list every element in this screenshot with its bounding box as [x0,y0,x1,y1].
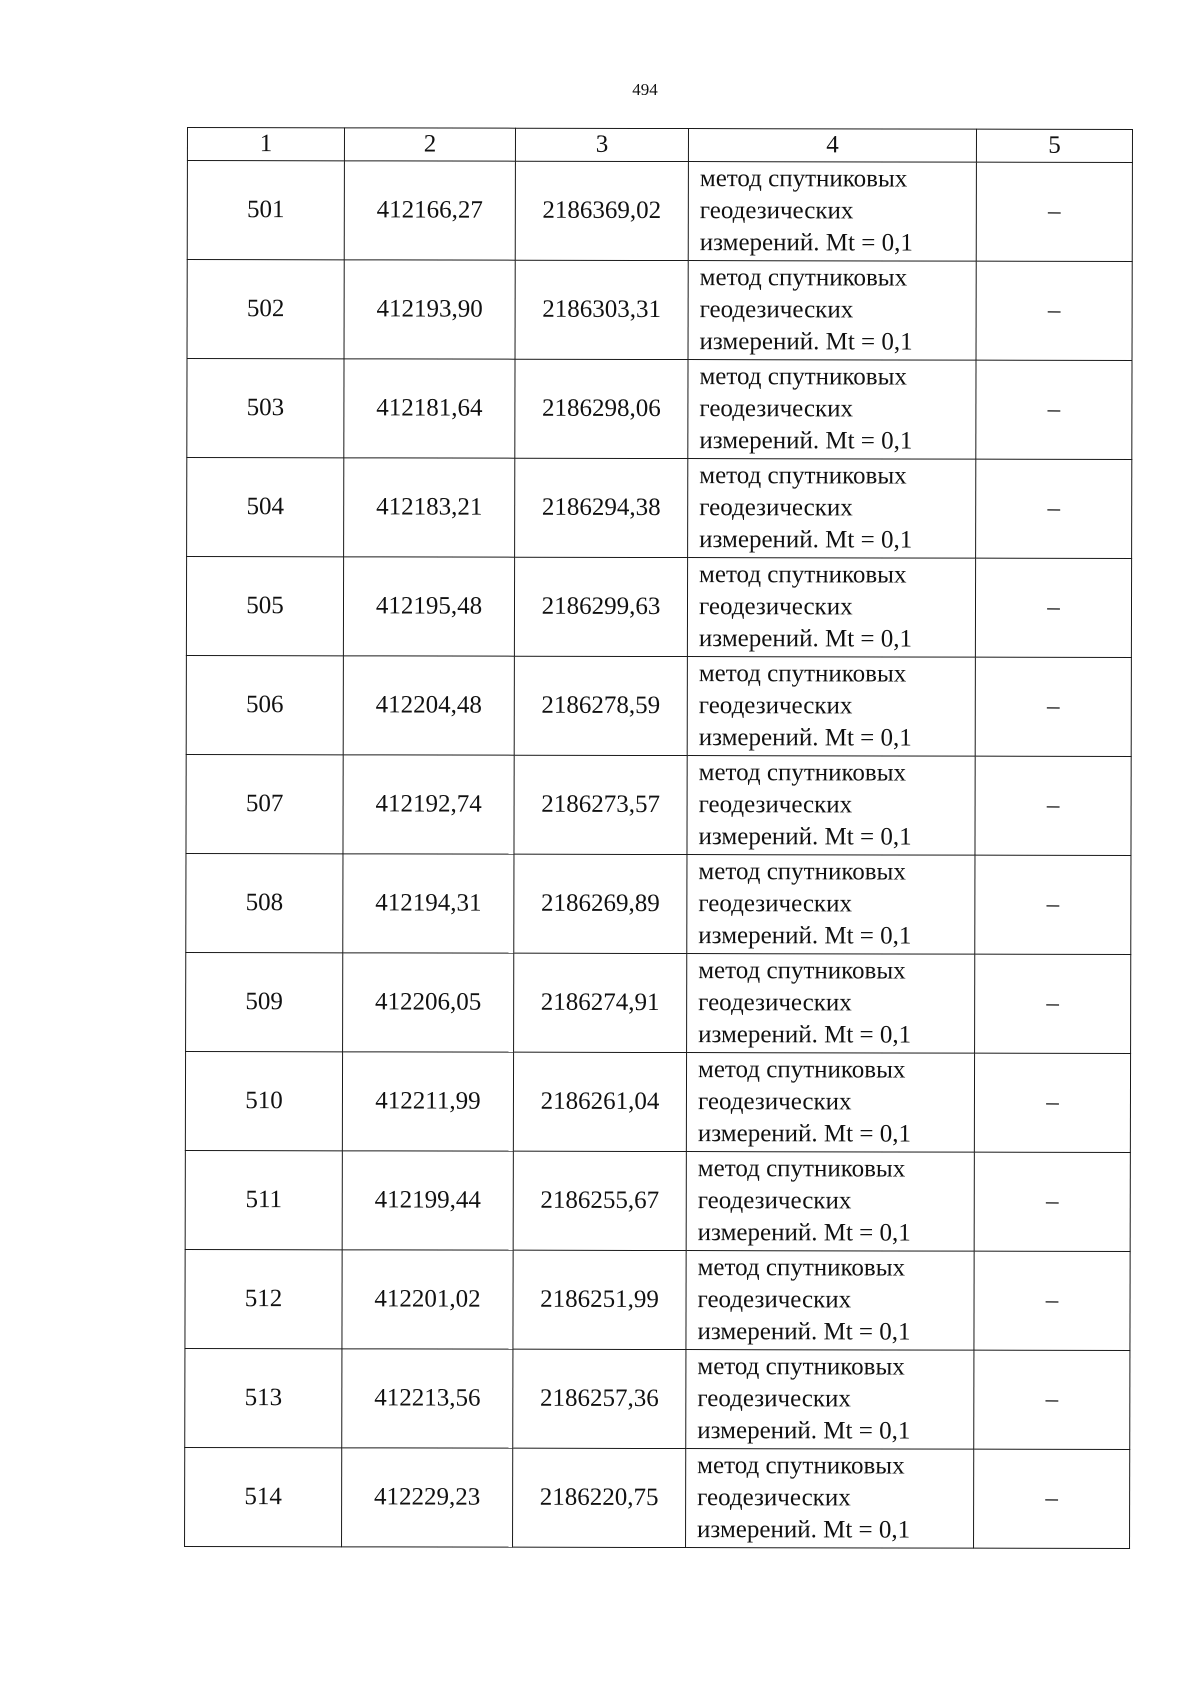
method-cell [686,1152,974,1252]
method-line: измерений. Mt = 0,1 [697,1318,911,1346]
method-cell [687,855,975,955]
method-line: измерений. Mt = 0,1 [699,229,913,257]
method-line: геодезических [699,494,853,522]
point-number-cell: 508 [186,853,343,952]
method-line: геодезических [699,296,854,324]
method-line: геодезических [698,692,853,720]
method-line: метод спутниковых [699,363,907,391]
x-coordinate-cell: 412229,23 [342,1448,513,1547]
table-row [185,1150,1130,1251]
y-coordinate-cell: 2186220,75 [513,1448,686,1547]
method-cell [688,360,976,460]
method-line: измерений. Mt = 0,1 [699,526,913,554]
x-coordinate-cell: 412195,48 [343,557,514,656]
method-cell [686,1053,974,1153]
table-row [187,458,1132,559]
y-coordinate-cell: 2186269,89 [514,854,687,953]
x-coordinate-cell: 412194,31 [343,854,514,953]
table-row [186,853,1131,954]
table-row [186,557,1131,658]
note-cell: – [976,261,1132,360]
table-row [186,952,1131,1053]
column-header-5: 5 [976,129,1132,162]
table-row [186,754,1131,855]
note-cell: – [975,657,1131,756]
method-line: метод спутниковых [698,858,906,886]
point-number-cell: 501 [187,161,344,260]
table-row [185,1348,1130,1449]
column-header-2: 2 [344,128,515,161]
x-coordinate-cell: 412193,90 [344,260,515,359]
method-line: измерений. Mt = 0,1 [698,625,913,653]
y-coordinate-cell: 2186294,38 [515,458,688,557]
method-cell [688,261,976,361]
method-line: метод спутниковых [699,462,907,490]
method-cell [688,162,976,262]
method-line: метод спутниковых [697,1155,906,1183]
method-line: метод спутниковых [699,264,908,292]
y-coordinate-cell: 2186274,91 [514,953,687,1052]
point-number-cell: 503 [187,359,344,458]
note-cell: – [976,162,1132,261]
point-number-cell: 506 [186,655,343,754]
method-line: геодезических [697,1088,852,1116]
table-row [185,1447,1130,1548]
note-cell: – [975,954,1131,1053]
method-line: метод спутниковых [697,1452,905,1480]
method-line: измерений. Mt = 0,1 [697,1417,911,1445]
point-number-cell: 509 [186,952,343,1051]
note-cell: – [975,558,1131,657]
table-row [187,161,1132,262]
y-coordinate-cell: 2186278,59 [514,656,687,755]
y-coordinate-cell: 2186255,67 [513,1151,686,1250]
page-number: 494 [632,80,658,99]
method-cell [686,1251,974,1351]
x-coordinate-cell: 412213,56 [342,1349,513,1448]
method-line: измерений. Mt = 0,1 [698,724,912,752]
point-number-cell: 513 [185,1348,342,1447]
method-line: метод спутниковых [697,1056,906,1084]
method-cell [687,558,975,658]
method-line: метод спутниковых [698,759,907,787]
note-cell: – [974,1251,1130,1350]
method-line: метод спутниковых [699,561,907,589]
method-line: метод спутниковых [699,165,908,193]
method-line: метод спутниковых [698,957,906,985]
note-cell: – [974,1449,1130,1548]
table-row [187,359,1132,460]
column-header-4: 4 [688,129,976,163]
note-cell: – [975,756,1131,855]
method-line: измерений. Mt = 0,1 [697,1516,911,1544]
method-cell [687,954,975,1054]
method-line: геодезических [699,197,854,225]
y-coordinate-cell: 2186273,57 [514,755,687,854]
point-number-cell: 510 [185,1051,342,1150]
method-line: измерений. Mt = 0,1 [698,1021,912,1049]
method-line: измерений. Mt = 0,1 [697,1120,911,1148]
table-row [185,1249,1130,1350]
x-coordinate-cell: 412166,27 [344,161,515,260]
x-coordinate-cell: 412211,99 [342,1052,513,1151]
method-line: геодезических [697,1484,851,1512]
y-coordinate-cell: 2186298,06 [515,359,688,458]
table-row [186,655,1131,756]
note-cell: – [974,1152,1130,1251]
x-coordinate-cell: 412183,21 [344,458,515,557]
coordinates-table [184,127,1133,1549]
y-coordinate-cell: 2186257,36 [513,1349,686,1448]
method-line: измерений. Mt = 0,1 [698,823,912,851]
method-line: геодезических [699,395,854,423]
y-coordinate-cell: 2186261,04 [513,1052,686,1151]
method-line: метод спутниковых [697,1353,905,1381]
point-number-cell: 505 [186,557,343,656]
method-line: геодезических [697,1385,851,1413]
method-cell [687,657,975,757]
method-line: измерений. Mt = 0,1 [697,1219,911,1247]
method-cell [688,459,976,559]
column-header-3: 3 [515,128,688,161]
column-header-1: 1 [187,128,344,161]
method-cell [686,1350,974,1450]
point-number-cell: 512 [185,1249,342,1348]
y-coordinate-cell: 2186251,99 [513,1250,686,1349]
method-cell [686,1449,974,1549]
y-coordinate-cell: 2186303,31 [515,260,688,359]
point-number-cell: 514 [185,1447,342,1546]
method-line: геодезических [698,791,853,819]
method-line: измерений. Mt = 0,1 [699,427,913,455]
x-coordinate-cell: 412199,44 [342,1151,513,1250]
method-line: геодезических [698,989,852,1017]
method-line: геодезических [697,1286,852,1314]
method-line: метод спутниковых [697,1254,906,1282]
table-row [185,1051,1130,1152]
method-line: геодезических [698,593,853,621]
note-cell: – [974,1053,1130,1152]
table-row [187,260,1132,361]
note-cell: – [976,360,1132,459]
point-number-cell: 511 [185,1150,342,1249]
method-line: измерений. Mt = 0,1 [698,922,912,950]
method-line: метод спутниковых [698,660,907,688]
x-coordinate-cell: 412201,02 [342,1250,513,1349]
point-number-cell: 507 [186,754,343,853]
x-coordinate-cell: 412204,48 [343,656,514,755]
table-header-row [187,128,1132,163]
method-line: геодезических [698,890,852,918]
note-cell: – [974,1350,1130,1449]
method-line: геодезических [697,1187,852,1215]
table-body [185,161,1133,1549]
method-line: измерений. Mt = 0,1 [699,328,913,356]
point-number-cell: 502 [187,260,344,359]
y-coordinate-cell: 2186369,02 [515,161,688,260]
y-coordinate-cell: 2186299,63 [514,557,687,656]
x-coordinate-cell: 412206,05 [343,953,514,1052]
point-number-cell: 504 [187,458,344,557]
note-cell: – [975,855,1131,954]
x-coordinate-cell: 412192,74 [343,755,514,854]
x-coordinate-cell: 412181,64 [344,359,515,458]
method-cell [687,756,975,856]
note-cell: – [976,459,1132,558]
